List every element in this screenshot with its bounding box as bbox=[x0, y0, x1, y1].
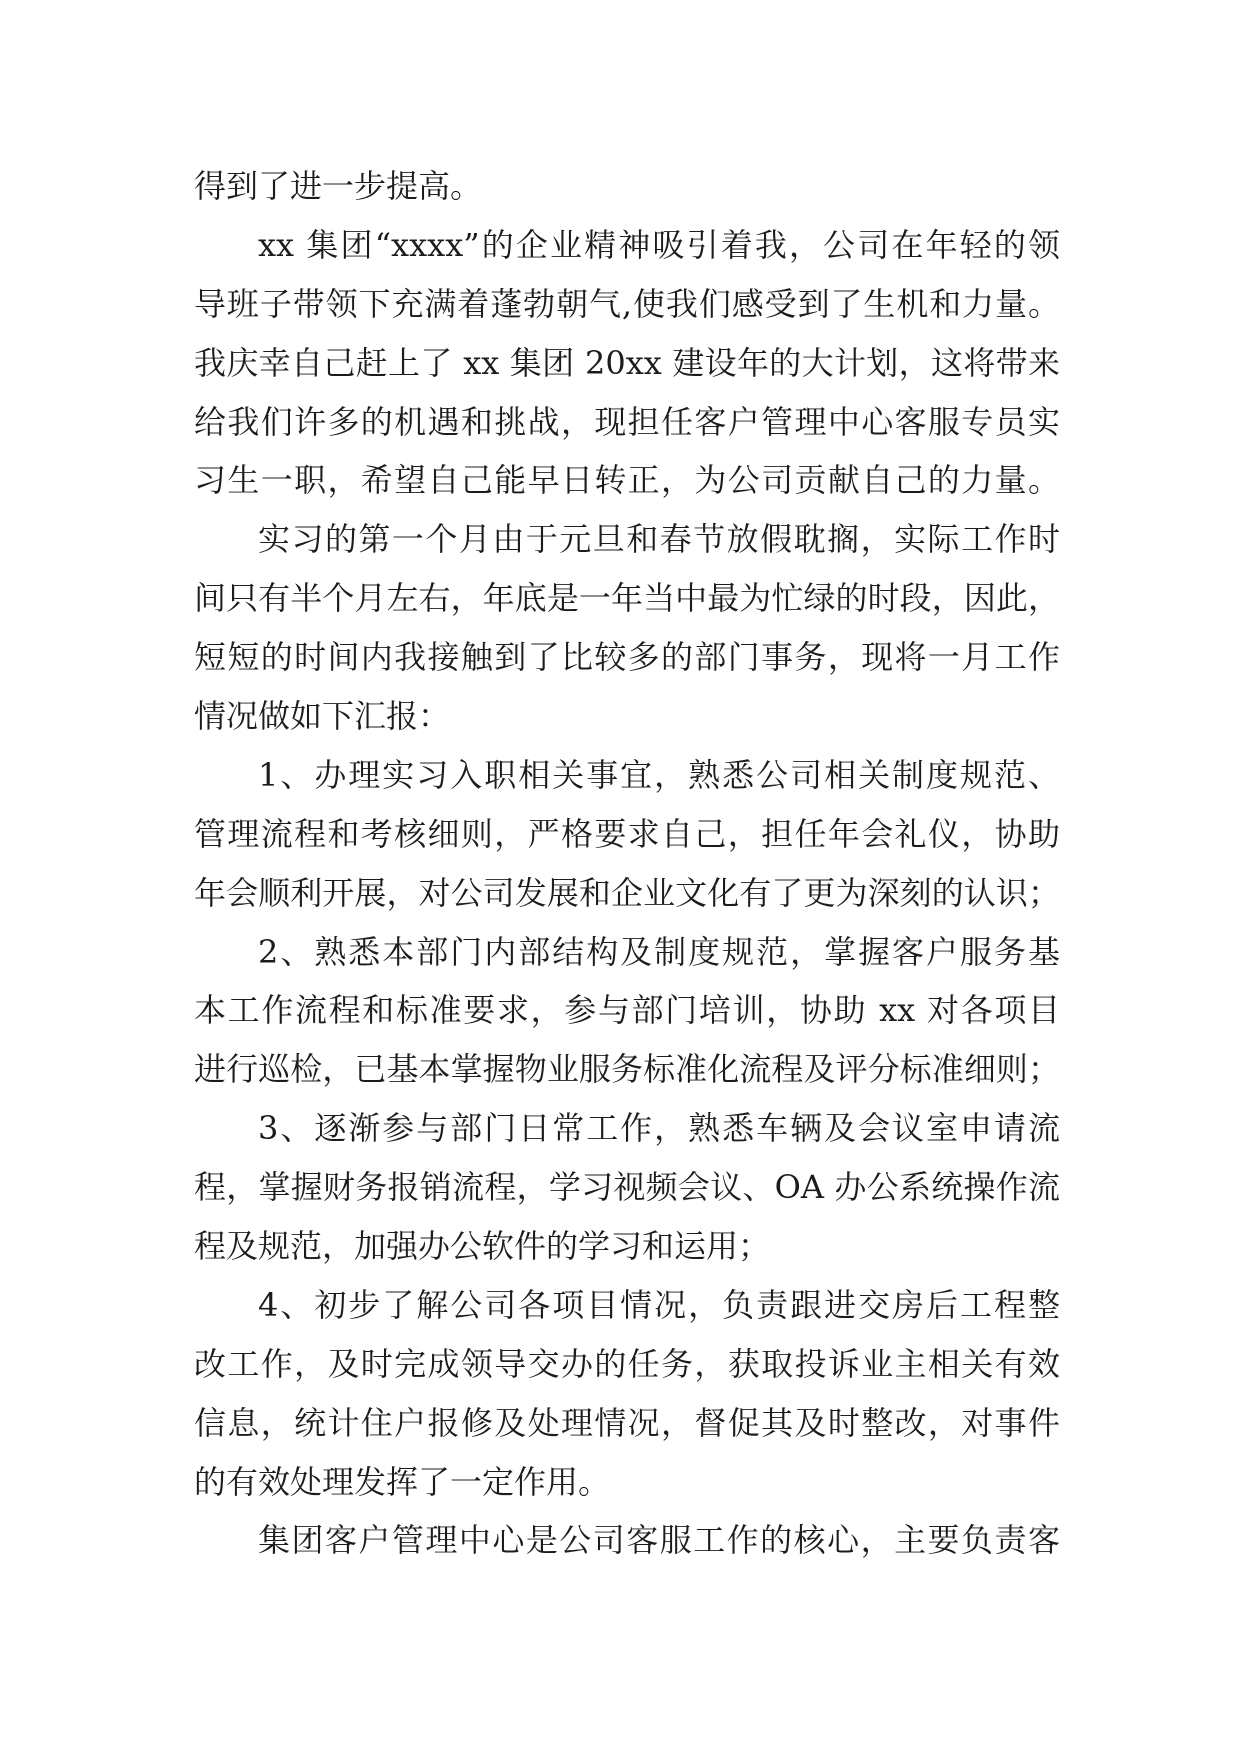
text-line: 本工作流程和标准要求，参与部门培训，协助 xx 对各项目 bbox=[194, 991, 1060, 1030]
text-line: 3、逐渐参与部门日常工作，熟悉车辆及会议室申请流 bbox=[258, 1109, 1060, 1148]
text-line: 4、初步了解公司各项目情况，负责跟进交房后工程整 bbox=[258, 1285, 1060, 1324]
paragraph bbox=[194, 746, 1060, 923]
text-line: 2、熟悉本部门内部结构及制度规范，掌握客户服务基 bbox=[258, 932, 1060, 971]
text-line: 程，掌握财务报销流程，学习视频会议、OA 办公系统操作流 bbox=[194, 1168, 1060, 1207]
paragraph bbox=[194, 216, 1060, 510]
text-line: 1、办理实习入职相关事宜，熟悉公司相关制度规范、 bbox=[258, 755, 1060, 794]
text-line: 实习的第一个月由于元旦和春节放假耽搁，实际工作时 bbox=[258, 520, 1060, 559]
text-line: 管理流程和考核细则，严格要求自己，担任年会礼仪，协助 bbox=[194, 814, 1060, 853]
paragraph bbox=[194, 1099, 1060, 1276]
text-line: 导班子带领下充满着蓬勃朝气,使我们感受到了生机和力量。 bbox=[194, 284, 1060, 323]
text-line: 给我们许多的机遇和挑战，现担任客户管理中心客服专员实 bbox=[194, 402, 1060, 441]
text-line: 程及规范，加强办公软件的学习和运用； bbox=[194, 1227, 771, 1266]
document-body bbox=[194, 157, 1060, 1570]
paragraph bbox=[194, 510, 1060, 746]
text-line: 进行巡检，已基本掌握物业服务标准化流程及评分标准细则； bbox=[194, 1050, 1060, 1089]
paragraph bbox=[194, 923, 1060, 1100]
text-line: 情况做如下汇报： bbox=[194, 697, 451, 736]
paragraph bbox=[194, 1511, 1060, 1570]
paragraph bbox=[194, 157, 1060, 216]
text-line: 习生一职，希望自己能早日转正，为公司贡献自己的力量。 bbox=[194, 461, 1060, 500]
text-line: 我庆幸自己赶上了 xx 集团 20xx 建设年的大计划，这将带来 bbox=[194, 343, 1060, 382]
text-line: 改工作，及时完成领导交办的任务，获取投诉业主相关有效 bbox=[194, 1344, 1060, 1383]
text-line: xx 集团“xxxx”的企业精神吸引着我，公司在年轻的领 bbox=[258, 225, 1060, 264]
text-line: 的有效处理发挥了一定作用。 bbox=[194, 1462, 611, 1501]
text-line: 信息，统计住户报修及处理情况，督促其及时整改，对事件 bbox=[194, 1403, 1060, 1442]
text-line: 得到了进一步提高。 bbox=[194, 167, 483, 205]
text-line: 短短的时间内我接触到了比较多的部门事务，现将一月工作 bbox=[194, 638, 1060, 677]
paragraph bbox=[194, 1276, 1060, 1512]
text-line: 间只有半个月左右，年底是一年当中最为忙绿的时段，因此， bbox=[194, 579, 1060, 618]
text-line: 集团客户管理中心是公司客服工作的核心，主要负责客 bbox=[258, 1521, 1060, 1560]
text-line: 年会顺利开展，对公司发展和企业文化有了更为深刻的认识； bbox=[194, 873, 1060, 912]
